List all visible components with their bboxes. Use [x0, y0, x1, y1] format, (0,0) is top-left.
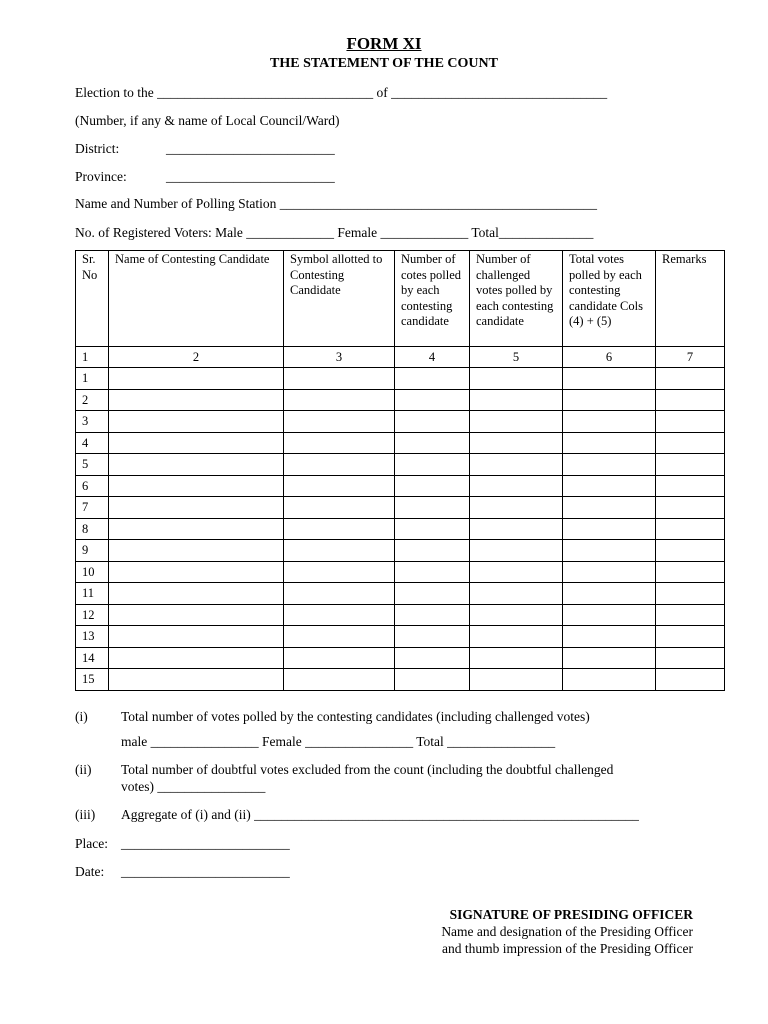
signature-line-2: and thumb impression of the Presiding Officer	[442, 941, 693, 956]
table-cell	[109, 389, 284, 411]
table-cell	[395, 561, 470, 583]
province-label: Province:	[75, 169, 127, 184]
row-serial-number: 7	[76, 497, 109, 519]
table-cell	[656, 389, 725, 411]
row-serial-number: 9	[76, 540, 109, 562]
table-cell	[109, 432, 284, 454]
table-cell	[395, 389, 470, 411]
table-cell	[109, 368, 284, 390]
table-cell	[563, 518, 656, 540]
table-cell	[656, 497, 725, 519]
table-cell	[563, 647, 656, 669]
table-row	[76, 497, 725, 519]
table-row	[76, 475, 725, 497]
table-cell	[284, 411, 395, 433]
table-row	[76, 669, 725, 691]
table-cell	[284, 475, 395, 497]
header-row	[76, 251, 725, 347]
table-cell	[109, 540, 284, 562]
table-cell	[395, 540, 470, 562]
district-label: District:	[75, 141, 120, 156]
table-cell	[284, 540, 395, 562]
district-blank: _________________________	[166, 141, 335, 156]
table-cell	[395, 411, 470, 433]
table-cell	[109, 497, 284, 519]
table-cell	[563, 497, 656, 519]
column-number-row	[76, 347, 725, 368]
summary-i-line2: male ________________ Female ________________ Total ________________	[121, 734, 556, 749]
row-serial-number: 12	[76, 604, 109, 626]
table-cell	[109, 561, 284, 583]
table-row	[76, 432, 725, 454]
table-row	[76, 454, 725, 476]
table-cell	[395, 626, 470, 648]
row-serial-number: 15	[76, 669, 109, 691]
header-sr-no: Sr. No	[76, 251, 109, 347]
table-cell	[284, 626, 395, 648]
table-cell	[395, 669, 470, 691]
number-name-line: (Number, if any & name of Local Council/Ward)	[75, 113, 340, 128]
column-number: 3	[284, 347, 395, 368]
table-cell	[395, 647, 470, 669]
header-symbol: Symbol allotted to Contesting Candidate	[284, 251, 395, 347]
table-cell	[395, 604, 470, 626]
table-cell	[656, 604, 725, 626]
table-cell	[109, 583, 284, 605]
table-cell	[284, 583, 395, 605]
header-remarks: Remarks	[656, 251, 725, 347]
place-blank: _________________________	[121, 836, 290, 851]
summary-ii-label: (ii)	[75, 762, 92, 777]
column-number: 1	[76, 347, 109, 368]
row-serial-number: 3	[76, 411, 109, 433]
table-cell	[470, 669, 563, 691]
table-cell	[284, 454, 395, 476]
table-cell	[284, 561, 395, 583]
signature-line-1: Name and designation of the Presiding Officer	[441, 924, 693, 939]
table-cell	[284, 389, 395, 411]
table-cell	[563, 561, 656, 583]
table-cell	[395, 368, 470, 390]
table-cell	[470, 432, 563, 454]
date-label: Date:	[75, 864, 105, 879]
header-total-votes: Total votes polled by each contesting candidate Cols (4) + (5)	[563, 251, 656, 347]
table-row	[76, 411, 725, 433]
table-cell	[395, 583, 470, 605]
table-cell	[109, 626, 284, 648]
table-cell	[395, 518, 470, 540]
table-row	[76, 626, 725, 648]
summary-iii-label: (iii)	[75, 807, 96, 822]
table-cell	[395, 432, 470, 454]
row-serial-number: 1	[76, 368, 109, 390]
table-cell	[395, 454, 470, 476]
header-challenged-votes: Number of challenged votes polled by each contesting candidate	[470, 251, 563, 347]
row-serial-number: 13	[76, 626, 109, 648]
table-cell	[109, 475, 284, 497]
table-cell	[470, 647, 563, 669]
table-cell	[656, 669, 725, 691]
table-row	[76, 583, 725, 605]
polling-station-line: Name and Number of Polling Station _______________________________________________	[75, 196, 597, 211]
table-cell	[470, 497, 563, 519]
table-cell	[470, 411, 563, 433]
table-cell	[656, 432, 725, 454]
table-row	[76, 540, 725, 562]
table-cell	[470, 561, 563, 583]
row-serial-number: 4	[76, 432, 109, 454]
table-cell	[470, 626, 563, 648]
table-cell	[470, 454, 563, 476]
table-cell	[470, 604, 563, 626]
count-table	[75, 250, 725, 691]
table-cell	[656, 540, 725, 562]
form-title: FORM XI	[346, 34, 422, 53]
table-cell	[470, 540, 563, 562]
table-cell	[563, 583, 656, 605]
table-row	[76, 647, 725, 669]
table-cell	[470, 475, 563, 497]
signature-block	[441, 906, 693, 957]
table-cell	[656, 454, 725, 476]
table-cell	[284, 432, 395, 454]
summary-iii-text: Aggregate of (i) and (ii) _________________________________________________________	[121, 807, 639, 822]
table-cell	[109, 454, 284, 476]
table-row	[76, 604, 725, 626]
column-number: 7	[656, 347, 725, 368]
table-cell	[563, 475, 656, 497]
table-cell	[109, 669, 284, 691]
header-candidate-name: Name of Contesting Candidate	[109, 251, 284, 347]
table-cell	[470, 389, 563, 411]
table-row	[76, 368, 725, 390]
row-serial-number: 10	[76, 561, 109, 583]
table-cell	[470, 583, 563, 605]
row-serial-number: 11	[76, 583, 109, 605]
table-cell	[109, 411, 284, 433]
summary-ii-text: Total number of doubtful votes excluded from the count (including the doubtful challenged	[121, 762, 614, 777]
table-cell	[656, 411, 725, 433]
table-cell	[656, 561, 725, 583]
registered-voters-line: No. of Registered Voters: Male _____________ Female _____________ Total______________	[75, 225, 594, 240]
column-number: 5	[470, 347, 563, 368]
table-cell	[284, 647, 395, 669]
election-line: Election to the ________________________________ of ________________________________	[75, 85, 608, 100]
column-number: 2	[109, 347, 284, 368]
table-cell	[563, 368, 656, 390]
table-cell	[284, 669, 395, 691]
row-serial-number: 6	[76, 475, 109, 497]
header-votes-polled: Number of cotes polled by each contesting candidate	[395, 251, 470, 347]
province-blank: _________________________	[166, 169, 335, 184]
row-serial-number: 14	[76, 647, 109, 669]
table-cell	[656, 626, 725, 648]
table-cell	[563, 626, 656, 648]
row-serial-number: 5	[76, 454, 109, 476]
table-row	[76, 518, 725, 540]
table-cell	[656, 583, 725, 605]
summary-i-label: (i)	[75, 709, 88, 724]
table-cell	[656, 647, 725, 669]
row-serial-number: 2	[76, 389, 109, 411]
table-cell	[563, 411, 656, 433]
table-cell	[395, 497, 470, 519]
table-cell	[284, 497, 395, 519]
table-cell	[109, 518, 284, 540]
table-cell	[656, 475, 725, 497]
column-number: 6	[563, 347, 656, 368]
column-number: 4	[395, 347, 470, 368]
table-cell	[470, 368, 563, 390]
table-cell	[563, 540, 656, 562]
table-cell	[284, 368, 395, 390]
table-cell	[656, 518, 725, 540]
table-row	[76, 561, 725, 583]
table-cell	[656, 368, 725, 390]
summary-i-text: Total number of votes polled by the contesting candidates (including challenged votes)	[121, 709, 590, 724]
row-serial-number: 8	[76, 518, 109, 540]
table-cell	[284, 604, 395, 626]
table-cell	[563, 389, 656, 411]
table-cell	[395, 475, 470, 497]
signature-heading: SIGNATURE OF PRESIDING OFFICER	[449, 907, 693, 922]
date-blank: _________________________	[121, 864, 290, 879]
table-cell	[563, 604, 656, 626]
table-cell	[109, 647, 284, 669]
table-cell	[563, 432, 656, 454]
place-label: Place:	[75, 836, 108, 851]
table-cell	[563, 669, 656, 691]
summary-ii-line2: votes) ________________	[121, 779, 266, 794]
table-cell	[109, 604, 284, 626]
table-cell	[563, 454, 656, 476]
form-subtitle: THE STATEMENT OF THE COUNT	[270, 56, 498, 71]
table-cell	[470, 518, 563, 540]
table-row	[76, 389, 725, 411]
table-cell	[284, 518, 395, 540]
